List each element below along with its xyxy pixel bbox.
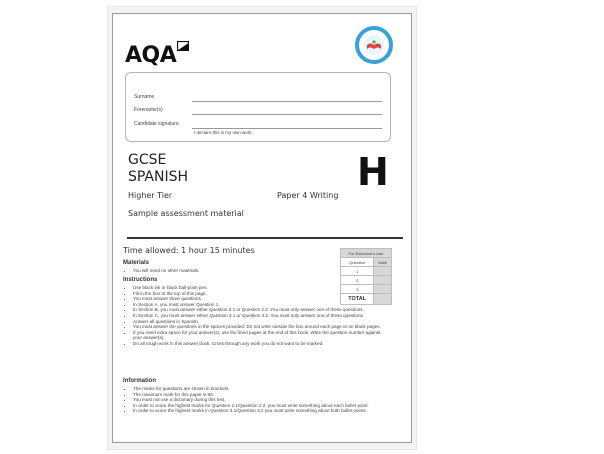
col-question: Question — [341, 258, 374, 267]
instructions-list — [123, 285, 388, 347]
instructions-heading: Instructions — [123, 277, 158, 283]
list-item: • If you need extra space for your answer(s), use the lined pages at the end of this book. Write the question number against your answer(s). — [133, 330, 388, 341]
list-item: • In Section A, you must answer Question 1. — [133, 302, 388, 308]
list-item: • The marks for questions are shown in brackets. — [133, 386, 388, 392]
total-label: TOTAL — [341, 294, 374, 305]
divider — [127, 237, 403, 239]
list-item: • In order to score the highest marks in Question 3.1/Question 3.2 you must write something about both bullet points. — [133, 408, 388, 414]
list-item: • Fill in the box at the top of this page. — [133, 291, 388, 297]
qualification: GCSE — [128, 152, 167, 168]
question-1: 1 — [341, 267, 374, 276]
signature-field[interactable] — [192, 128, 382, 129]
list-item: • In Section B, you must answer either Question 2.1 or Question 2.2. You must only answer one of these questions. — [133, 307, 388, 313]
school-emblem-icon — [355, 26, 393, 64]
list-item: • In order to score the highest marks for Question 2.1/Question 2.2, you must write something about each bullet point. — [133, 403, 388, 409]
list-item: • You must not use a dictionary during this test. — [133, 397, 388, 403]
col-mark: Mark — [374, 258, 392, 267]
information-heading: Information — [123, 378, 156, 384]
examiner-table-title: For Examiner's Use — [341, 249, 392, 258]
list-item: • You must answer three questions. — [133, 296, 388, 302]
subject-title — [128, 152, 188, 186]
list-item: • Answer all questions in Spanish. — [133, 319, 388, 325]
subject: SPANISH — [128, 169, 189, 185]
list-item: • Use black ink or black ball-point pen. — [133, 285, 388, 291]
materials-list — [123, 268, 388, 274]
tier-letter: H — [357, 150, 389, 194]
question-3: 3 — [341, 285, 374, 294]
signature-label: Candidate signature — [134, 121, 179, 127]
tier-label: Higher Tier — [128, 191, 173, 200]
list-item: • You must answer the questions in the spaces provided. Do not write outside the box around each page or on blank pages. — [133, 324, 388, 330]
exam-cover-page — [112, 13, 412, 443]
information-list — [123, 386, 388, 414]
declaration-text: I declare this is my own work. — [194, 130, 253, 135]
materials-heading: Materials — [123, 260, 150, 266]
material-label: Sample assessment material — [128, 209, 244, 218]
list-item: • The maximum mark for this paper is 50. — [133, 392, 388, 398]
mark-cell — [374, 276, 392, 285]
time-allowed: Time allowed: 1 hour 15 minutes — [123, 246, 255, 255]
question-2: 2 — [341, 276, 374, 285]
aqa-logo: AQA — [125, 43, 177, 68]
aqa-logo-mark-icon — [177, 41, 189, 51]
surname-field[interactable] — [192, 101, 382, 102]
forename-label: Forename(s) — [134, 107, 163, 113]
paper-label: Paper 4 Writing — [277, 191, 339, 200]
candidate-details-box — [125, 72, 391, 142]
list-item: • Do all rough work in this answer book. Cross through any work you do not want to be marked. — [133, 341, 388, 347]
list-item: • In Section C, you must answer either Question 3.1 or Question 3.2. You must only answer one of these questions. — [133, 313, 388, 319]
surname-label: Surname — [134, 94, 155, 100]
book-icon — [366, 39, 382, 51]
list-item: • You will need no other materials. — [133, 268, 388, 274]
forename-field[interactable] — [192, 114, 382, 115]
